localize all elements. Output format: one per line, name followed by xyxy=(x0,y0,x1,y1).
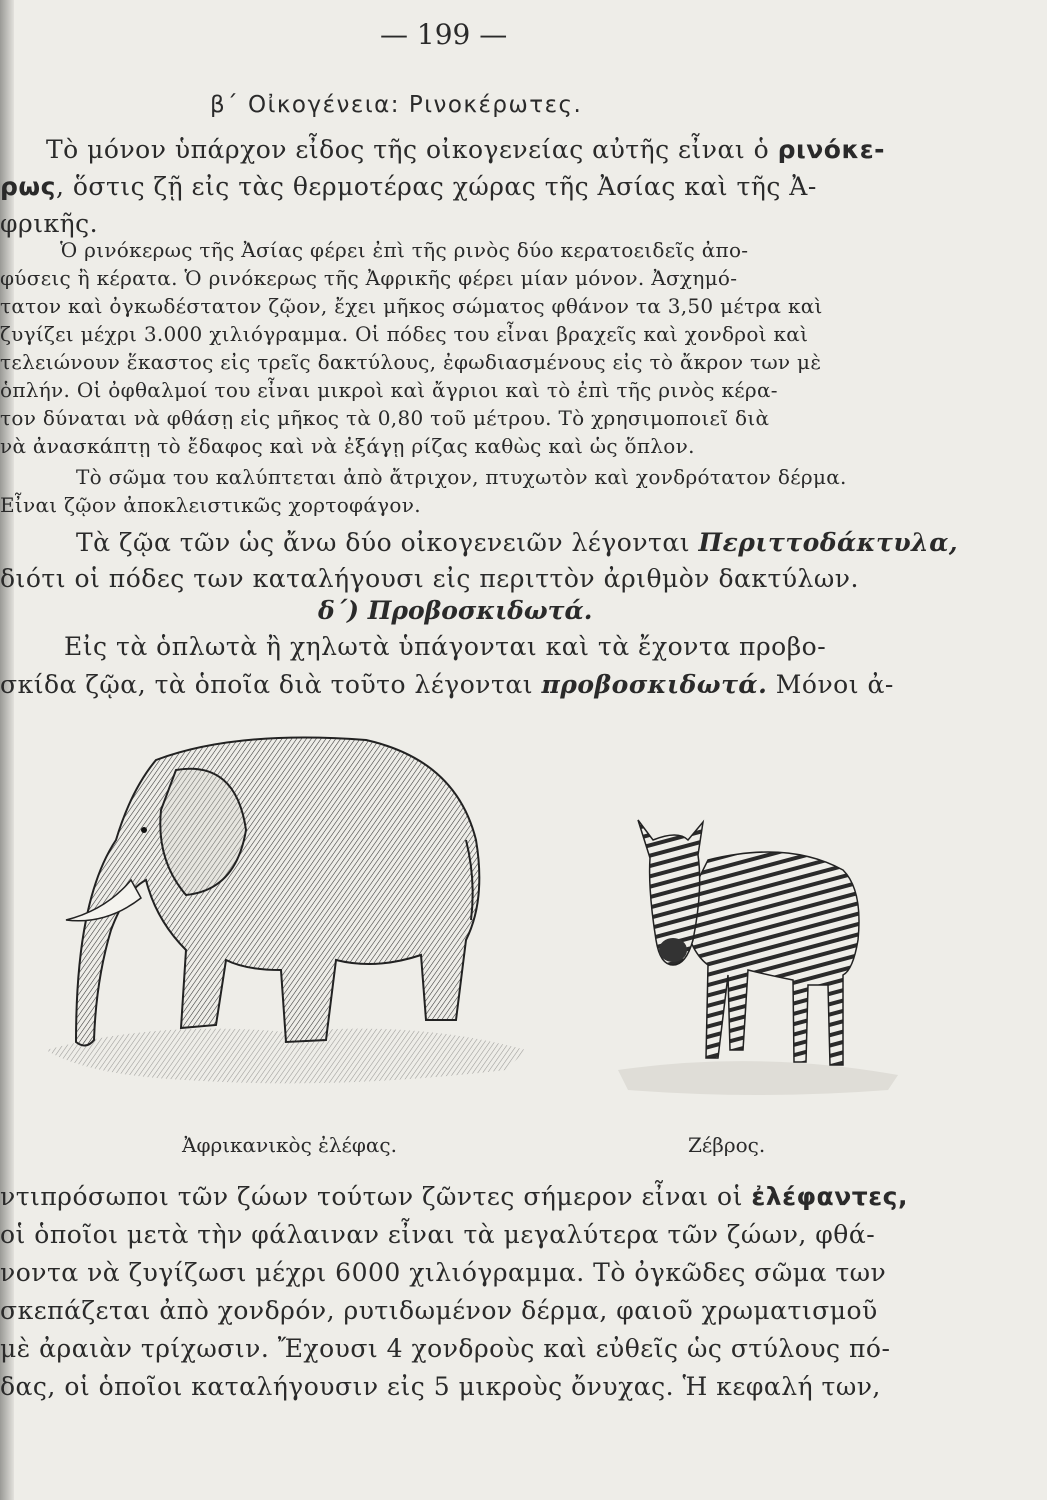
text-line: Ὁ ρινόκερως τῆς Ἀσίας φέρει ἐπὶ τῆς ρινὸς δύο κερατοειδεῖς ἀπο- xyxy=(60,238,749,262)
text-line: ὁπλήν. Οἱ ὀφθαλμοί του εἶναι μικροὶ καὶ ἄγριοι καὶ τὸ ἐπὶ τῆς ρινὸς κέρα- xyxy=(0,378,778,402)
text-line: δας, οἱ ὁποῖοι καταλήγουσιν εἰς 5 μικροὺς ὄνυχας. Ἡ κεφαλή των, xyxy=(0,1372,881,1401)
text-line: Τὰ ζῷα τῶν ὡς ἄνω δύο οἰκογενειῶν λέγονται Περιττοδάκτυλα, xyxy=(76,528,959,557)
text-line: τελειώνουν ἕκαστος εἰς τρεῖς δακτύλους, ἐφωδιασμένους εἰς τὸ ἄκρον των μὲ xyxy=(0,350,822,374)
elephant-illustration xyxy=(36,720,536,1100)
text-line: ντιπρόσωποι τῶν ζώων τούτων ζῶντες σήμερον εἶναι οἱ ἐλέφαντες, xyxy=(0,1182,908,1211)
text-line: οἱ ὁποῖοι μετὰ τὴν φάλαιναν εἶναι τὰ μεγαλύτερα τῶν ζώων, φθά- xyxy=(0,1220,876,1249)
text-line: διότι οἱ πόδες των καταλήγουσι εἰς περιττὸν ἀριθμὸν δακτύλων. xyxy=(0,564,859,593)
text-line: φρικῆς. xyxy=(0,209,99,238)
section-heading: δ΄) Προβοσκιδωτά. xyxy=(318,596,593,625)
text-line: νὰ ἀνασκάπτῃ τὸ ἔδαφος καὶ νὰ ἐξάγῃ ρίζας καθὼς καὶ ὡς ὅπλον. xyxy=(0,434,695,458)
zebra-caption: Ζέβρος. xyxy=(688,1133,766,1157)
text-line: φύσεις ἢ κέρατα. Ὁ ρινόκερως τῆς Ἀφρικῆς φέρει μίαν μόνον. Ἀσχημό- xyxy=(0,266,738,290)
zebra-illustration xyxy=(618,800,908,1110)
text-line: ρως, ὅστις ζῇ εἰς τὰς θερμοτέρας χώρας τῆς Ἀσίας καὶ τῆς Ἀ- xyxy=(0,172,817,201)
text-line: Τὸ μόνον ὑπάρχον εἶδος τῆς οἰκογενείας αὐτῆς εἶναι ὁ ρινόκε- xyxy=(46,135,886,164)
family-heading: β΄ Οἰκογένεια: Ρινοκέρωτες. xyxy=(210,92,583,118)
page-number: — 199 — xyxy=(380,18,508,51)
text-line: Τὸ σῶμα του καλύπτεται ἀπὸ ἄτριχον, πτυχωτὸν καὶ χονδρότατον δέρμα. xyxy=(76,465,847,489)
text-line: Εἰς τὰ ὁπλωτὰ ἢ χηλωτὰ ὑπάγονται καὶ τὰ ἔχοντα προβο- xyxy=(64,632,827,661)
text-line: ζυγίζει μέχρι 3.000 χιλιόγραμμα. Οἱ πόδες του εἶναι βραχεῖς καὶ χονδροὶ καὶ xyxy=(0,322,809,346)
text-line: τατον καὶ ὀγκωδέστατον ζῷον, ἔχει μῆκος σώματος φθάνον τα 3,50 μέτρα καὶ xyxy=(0,294,823,318)
text-line: νοντα νὰ ζυγίζωσι μέχρι 6000 χιλιόγραμμα. Τὸ ὀγκῶδες σῶμα των xyxy=(0,1258,887,1287)
text-line: τον δύναται νὰ φθάσῃ εἰς μῆκος τὰ 0,80 τοῦ μέτρου. Τὸ χρησιμοποιεῖ διὰ xyxy=(0,406,770,430)
text-line: σκίδα ζῷα, τὰ ὁποῖα διὰ τοῦτο λέγονται προβοσκιδωτά. Μόνοι ἀ- xyxy=(0,670,894,699)
elephant-caption: Ἀφρικανικὸς ἐλέφας. xyxy=(182,1133,397,1157)
text-line: Εἶναι ζῷον ἀποκλειστικῶς χορτοφάγον. xyxy=(0,493,421,517)
text-line: μὲ ἀραιὰν τρίχωσιν. Ἔχουσι 4 χονδροὺς καὶ εὐθεῖς ὡς στύλους πό- xyxy=(0,1334,891,1363)
text-line: σκεπάζεται ἀπὸ χονδρόν, ρυτιδωμένον δέρμα, φαιοῦ χρωματισμοῦ xyxy=(0,1296,878,1325)
